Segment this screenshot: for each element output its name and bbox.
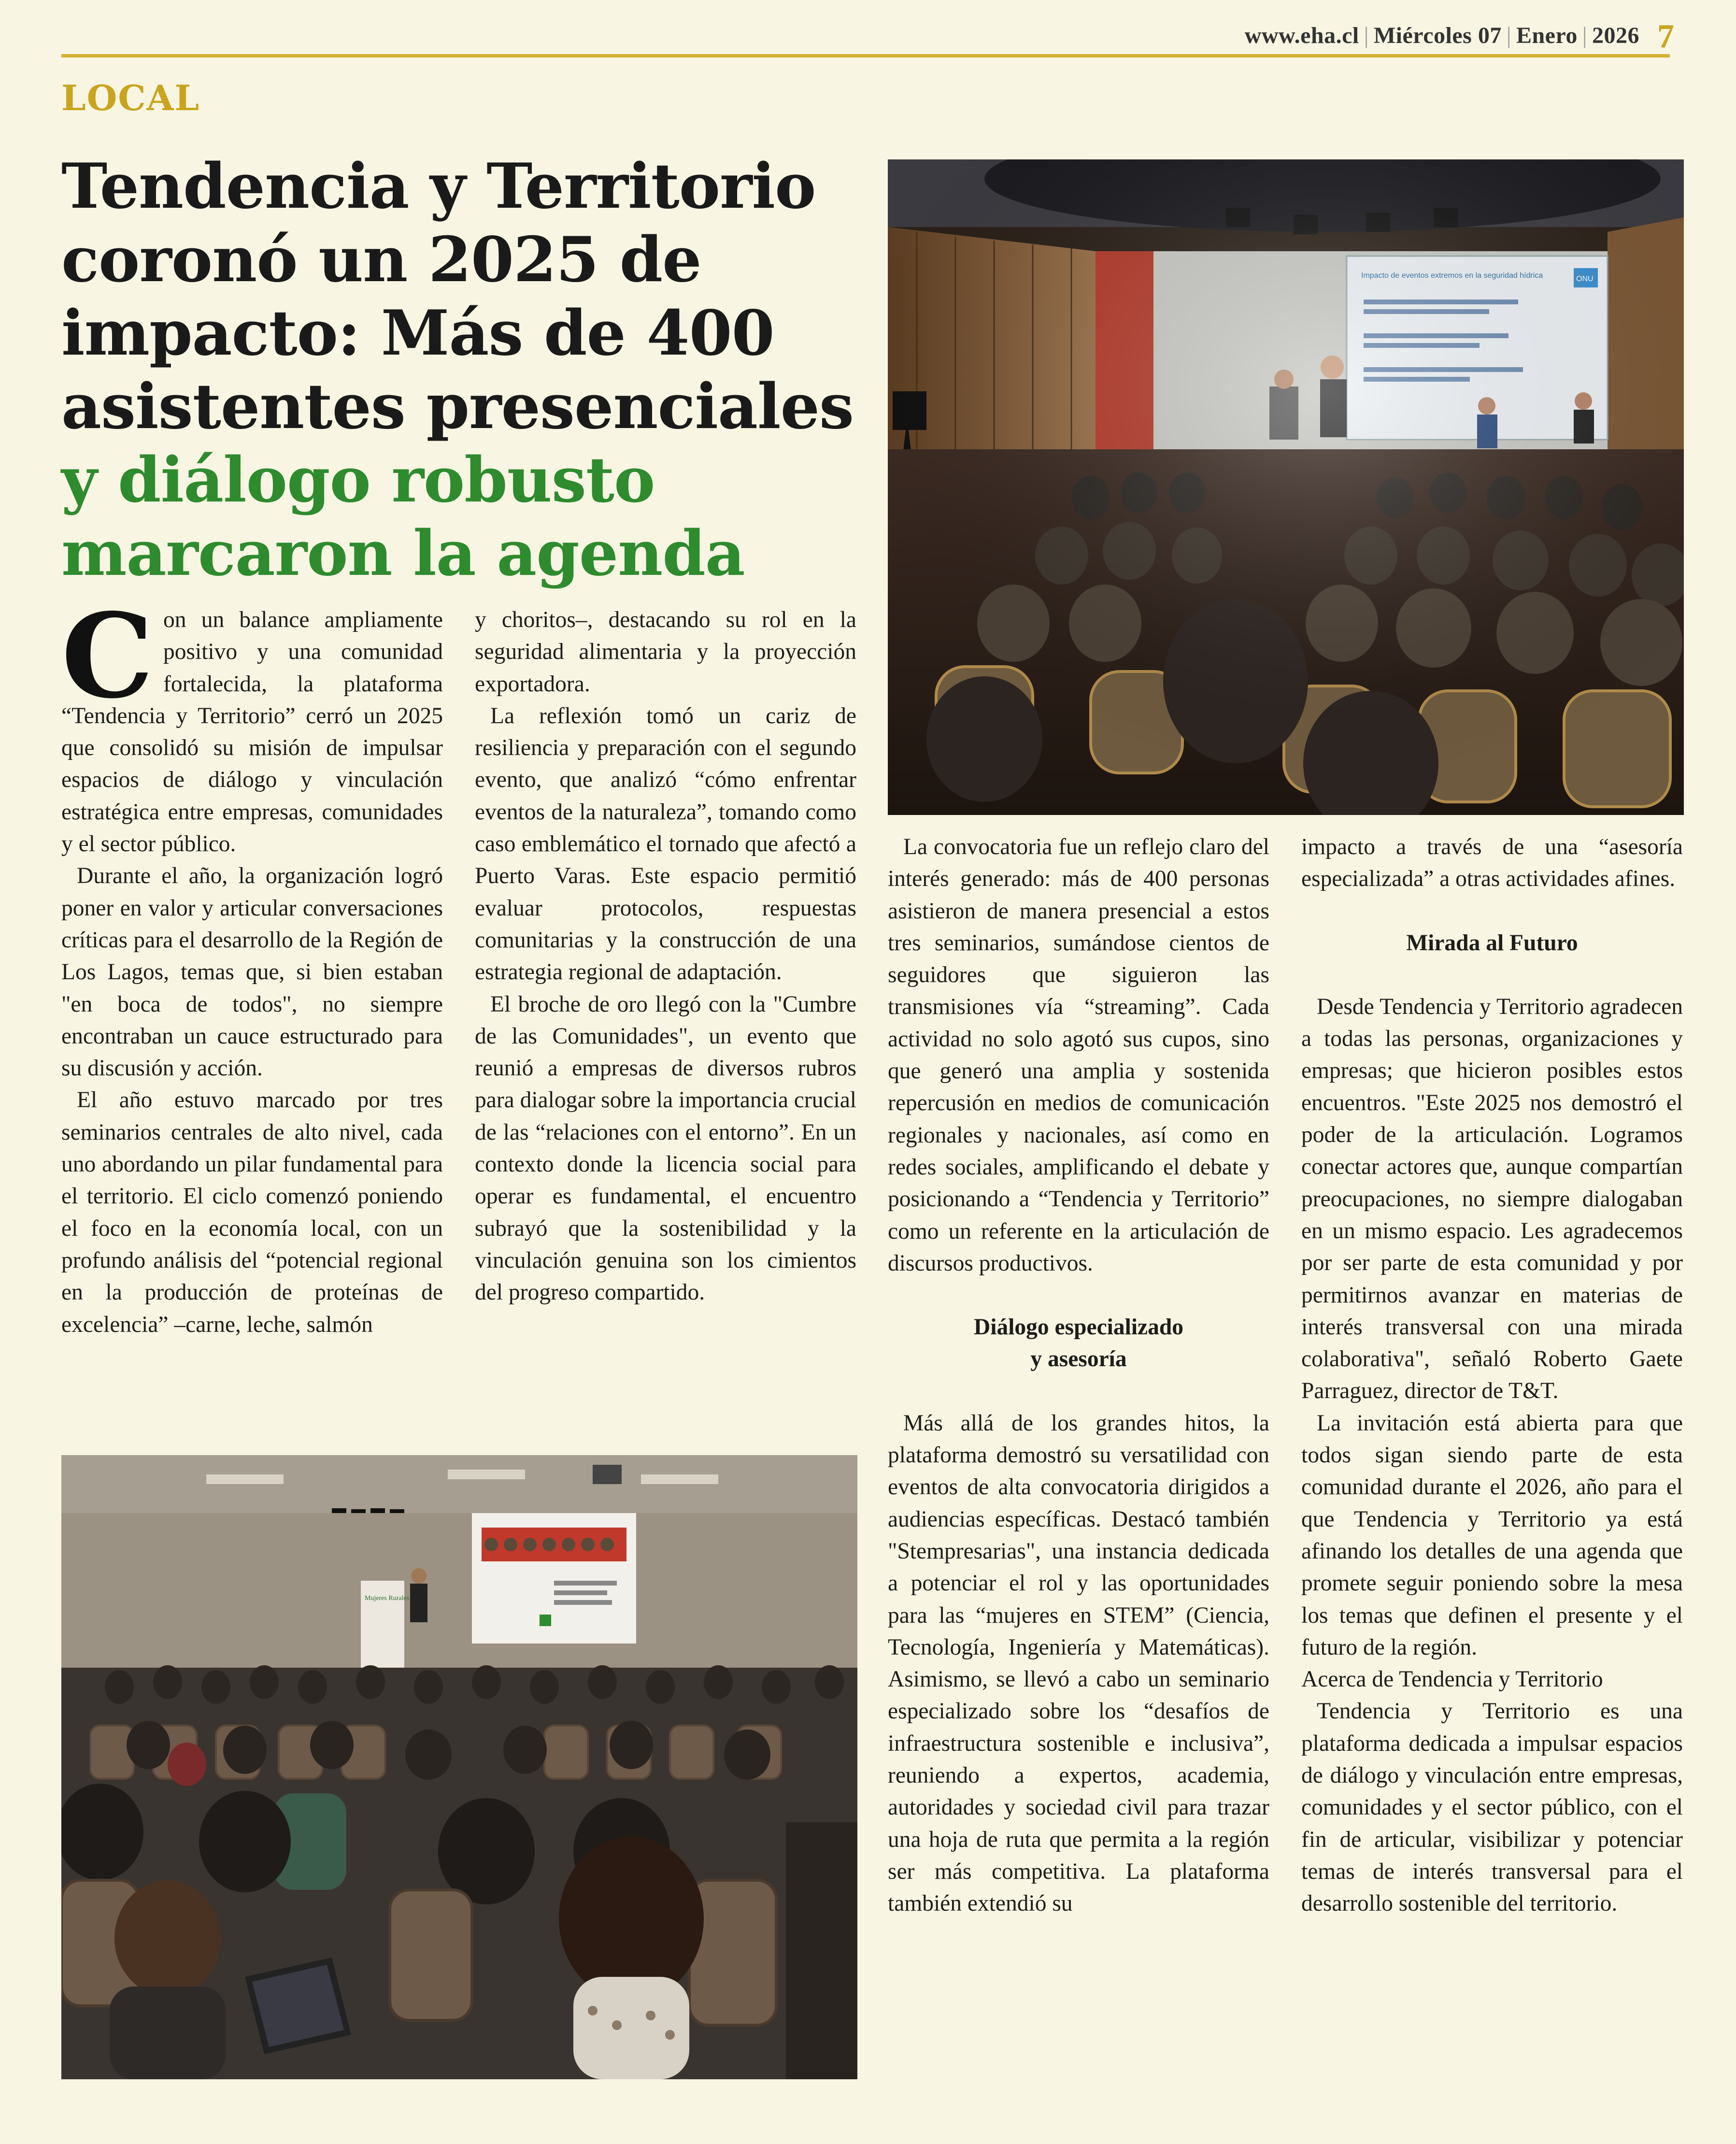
- header-month: Enero: [1516, 23, 1578, 48]
- photo-conference-top: [888, 159, 1684, 815]
- about-title: Acerca de Tendencia y Territorio: [1301, 1667, 1603, 1692]
- spacer: [888, 1375, 1269, 1407]
- paragraph: El año estuvo marcado por tres seminarios centrales de alto nivel, cada uno abordando un pilar fundamental para el territorio. El ciclo comenzó poniendo el foco en la economía local, con un profundo análisis del “potencial regional en la producción de proteínas de excelencia” –carne, leche, salmón: [61, 1087, 443, 1337]
- header-day: Miércoles 07: [1373, 23, 1502, 48]
- drop-cap: C: [61, 588, 154, 724]
- header-year: 2026: [1592, 23, 1639, 48]
- paragraph: Durante el año, la organización logró poner en valor y articular conversaciones críticas para el desarrollo de la Región de Los Lagos, temas que, si bien estaban "en boca de todos", no siempre encontraban un cauce estructurado para su discusión y acción.: [61, 863, 443, 1081]
- paragraph: y choritos–, destacando su rol en la seguridad alimentaria y la proyección exportadora.: [475, 607, 856, 697]
- subhead: y asesoría: [1030, 1346, 1127, 1372]
- paragraph: La invitación está abierta para que todos sigan siendo parte de esta comunidad durante el 2026, año para el que Tendencia y Territorio ya está afinando los detalles de una agenda que promete seguir poniendo sobre la mesa los temas que definen el presente y el futuro de la región.: [1301, 1410, 1683, 1660]
- paragraph: Más allá de los grandes hitos, la plataforma demostró su versatilidad con eventos de alta convocatoria dirigidos a audiencias específicas. Destacó también "Stempresarias", una instancia dedicada a potenciar el rol y las oportunidades para las “mujeres en STEM” (Ciencia, Tecnología, Ingeniería y Matemáticas). Asimismo, se llevó a cabo un seminario especializado sobre los “desafíos de infraestructura sostenible e inclusiva”, reuniendo a expertos, academia, autoridades y sociedad civil para trazar una hoja de ruta que permita a la región ser más competitiva. La plataforma también extendió su: [888, 1410, 1269, 1916]
- subhead: Mirada al Futuro: [1406, 930, 1578, 956]
- paragraph: Desde Tendencia y Territorio agradecen a todas las personas, organizaciones y empresas; que hicieron posibles estos encuentros. "Este 2025 nos demostró el poder de la articulación. Logramos conectar actores que, aunque compartían preocupaciones, no siempre dialogaban en un mismo espacio. Les agradecemos por ser parte de esta comunidad y por permitirnos avanzar en materias de interés transversal con una mirada colaborativa", señaló Roberto Gaete Parraguez, director de T&T.: [1301, 994, 1683, 1404]
- subhead: Diálogo especializado: [973, 1315, 1184, 1340]
- headline-line-green: marcaron la agenda: [61, 517, 745, 590]
- spacer: [1301, 959, 1683, 991]
- photo-conference-bottom: [61, 1455, 857, 2079]
- headline: [61, 150, 863, 590]
- paragraph-text: on un balance ampliamente positivo y una comunidad fortalecida, la plataforma “Tendencia y Territorio” cerró un 2025 que consolidó su misión de impulsar espacios de diálogo y vinculación estratégica entre empresas, comunidades y el sector público.: [61, 607, 443, 857]
- spacer: [888, 1279, 1269, 1311]
- article-column-1: [61, 588, 443, 1341]
- headline-line: coronó un 2025 de: [61, 224, 701, 296]
- headline-line: impacto: Más de 400: [61, 297, 774, 370]
- paragraph: La convocatoria fue un reflejo claro del interés generado: más de 400 personas asistieron de manera presencial a estos tres seminarios, sumándose cientos de seguidores que siguieron las transmisiones vía “streaming”. Cada actividad no solo agotó sus cupos, sino que generó una amplia y sostenida repercusión en medios de comunicación regionales y nacionales, así como en redes sociales, amplificando el debate y posicionando a “Tendencia y Territorio” como un referente en la articulación de discursos productivos.: [888, 834, 1269, 1276]
- banner-title: Mujeres Rurales: [365, 1595, 410, 1602]
- paragraph: Tendencia y Territorio es una plataforma dedicada a impulsar espacios de diálogo y vinculación entre empresas, comunidades y el sector público, con el fin de articular, visibilizar y potenciar temas de interés transversal para el desarrollo sostenible del territorio.: [1301, 1699, 1683, 1916]
- paragraph: [61, 588, 443, 860]
- header-dateline: www.eha.cl | Miércoles 07 | Enero | 2026: [1244, 23, 1639, 48]
- headline-line: asistentes presenciales: [61, 371, 854, 443]
- section-label: LOCAL: [61, 77, 200, 118]
- headline-line: Tendencia y Territorio: [61, 150, 816, 223]
- article-column-2: [475, 604, 856, 1309]
- article-column-3: [888, 831, 1269, 1920]
- paragraph: impacto a través de una “asesoría especializada” a otras actividades afines.: [1301, 834, 1683, 892]
- headline-line-green: y diálogo robusto: [61, 444, 655, 516]
- paragraph: El broche de oro llegó con la "Cumbre de las Comunidades", un evento que reunió a empresas de diversos rubros para dialogar sobre la importancia crucial de las “relaciones con el entorno”. En un contexto donde la licencia social para operar es fundamental, el encuentro subrayó que la sostenibilidad y la vinculación genuina son los cimientos del progreso compartido.: [475, 991, 856, 1305]
- site-url[interactable]: www.eha.cl: [1244, 23, 1359, 48]
- article-column-4: [1301, 831, 1683, 1920]
- page-number: 7: [1657, 18, 1674, 55]
- header-rule: [61, 54, 1670, 57]
- paragraph: La reflexión tomó un cariz de resiliencia y preparación con el segundo evento, que analizó “cómo enfrentar eventos de la naturaleza”, tomando como caso emblemático el tornado que afectó a Puerto Varas. Este espacio permitió evaluar protocolos, respuestas comunitarias y la construcción de una estrategia regional de adaptación.: [475, 703, 856, 985]
- spacer: [1301, 895, 1683, 927]
